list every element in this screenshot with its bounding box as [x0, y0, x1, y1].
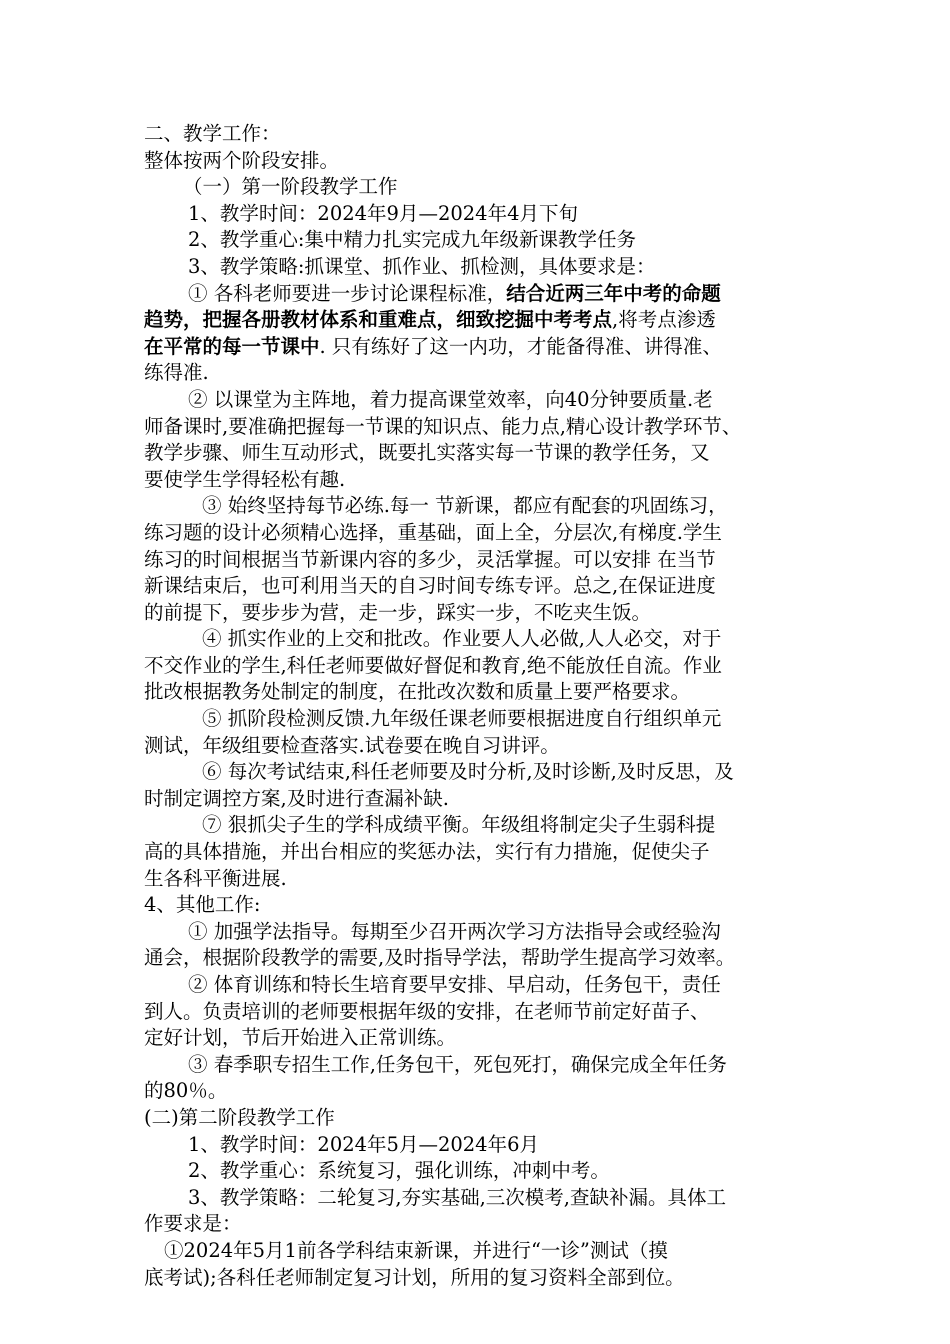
stage1-item7-line: 高的具体措施，并出台相应的奖惩办法，实行有力措施，促使尖子 — [144, 840, 710, 864]
stage2-strategy-line: 3、教学策略：二轮复习,夯实基础,三次模考,查缺补漏。具体工 — [188, 1185, 727, 1209]
other-item2-line: ② 体育训练和特长生培育要早安排、早启动，任务包干，责任 — [188, 973, 721, 996]
stage1-item6-line: ⑥ 每次考试结束,科任老师要及时分析,及时诊断,及时反思，及 — [202, 760, 734, 784]
stage2-item1-line: ①2024年5月1前各学科结束新课，并进行“一诊”测试（摸 — [164, 1238, 668, 1262]
other-item2-line: 定好计划，节后开始进入正常训练。 — [144, 1026, 457, 1050]
stage1-item4-line: 批改根据教务处制定的制度，在批改次数和质量上要严格要求。 — [144, 680, 691, 704]
stage2-item1-line: 底考试);各科任老师制定复习计划，所用的复习资料全部到位。 — [144, 1265, 685, 1289]
stage1-item1-line2 — [144, 307, 808, 334]
stage1-item6-line: 时制定调控方案,及时进行查漏补缺. — [144, 786, 449, 810]
stage1-item3-line: 练习的时间根据当节新课内容的多少，灵活掌握。可以安排 在当节 — [144, 547, 716, 571]
stage2-strategy-line: 作要求是： — [144, 1212, 242, 1236]
stage2-focus: 2、教学重心：系统复习，强化训练，冲刺中考。 — [188, 1159, 610, 1183]
other-item1-line: 通会，根据阶段教学的需要,及时指导学法，帮助学生提高学习效率。 — [144, 946, 736, 970]
section-heading: 二、教学工作： — [144, 122, 281, 145]
other-item2-line: 到人。负责培训的老师要根据年级的安排，在老师节前定好苗子、 — [144, 999, 710, 1023]
item1-emphasis: 结合近两三年中考的命题 — [506, 281, 721, 305]
stage1-item2-line: 教学步骤、师生互动形式，既要扎实落实每一节课的教学任务，又 — [144, 441, 710, 465]
stage1-item3-line: 练习题的设计必须精心选择，重基础，面上全，分层次,有梯度.学生 — [144, 520, 722, 544]
stage1-focus: 2、教学重心:集中精力扎实完成九年级新课教学任务 — [188, 228, 636, 252]
item1-emphasis: 在平常的每一节课中 — [144, 334, 320, 358]
stage1-item3-line: 的前提下，要步步为营，走一步，踩实一步，不吃夹生饭。 — [144, 600, 652, 624]
stage1-time: 1、教学时间：2024年9月—2024年4月下旬 — [188, 201, 578, 225]
stage1-item7-line: ⑦ 狠抓尖子生的学科成绩平衡。年级组将制定尖子生弱科提 — [202, 813, 716, 837]
item1-emphasis: 趋势，把握各册教材体系和重难点，细致挖掘中考考点 — [144, 308, 613, 332]
item1-text: . 只有练好了这一内功，才能备得准、讲得准、 — [319, 334, 722, 358]
stage1-item7-line: 生各科平衡进展. — [144, 866, 287, 890]
other-item3-line: 的80％。 — [144, 1079, 228, 1103]
stage1-title: （一）第一阶段教学工作 — [183, 175, 398, 199]
intro-text: 整体按两个阶段安排。 — [144, 148, 340, 172]
stage1-item1-line1 — [144, 281, 808, 308]
stage1-item2-line: 师备课时,要准确把握每一节课的知识点、能力点,精心设计教学环节、 — [144, 414, 742, 438]
stage1-item1-line3 — [144, 334, 808, 361]
stage1-item1-line4: 练得准. — [144, 361, 209, 385]
stage1-item3-line: ③ 始终坚持每节必练.每一 节新课，都应有配套的巩固练习， — [202, 494, 728, 518]
stage1-strategy: 3、教学策略:抓课堂、抓作业、抓检测，具体要求是： — [188, 254, 656, 278]
stage1-item5-line: ⑤ 抓阶段检测反馈.九年级任课老师要根据进度自行组织单元 — [202, 707, 722, 731]
other-item3-line: ③ 春季职专招生工作,任务包干，死包死打，确保完成全年任务 — [188, 1052, 727, 1076]
stage1-item2-line: 要使学生学得轻松有趣. — [144, 467, 346, 491]
stage1-item3-line: 新课结束后，也可利用当天的自习时间专练专评。总之,在保证进度 — [144, 574, 716, 598]
other-work-title: 4、其他工作: — [144, 893, 261, 917]
stage2-title: (二)第二阶段教学工作 — [144, 1105, 335, 1129]
other-item1-line: ① 加强学法指导。每期至少召开两次学习方法指导会或经验沟 — [188, 919, 721, 943]
item1-text: ,将考点渗透 — [612, 308, 716, 332]
document-page — [144, 121, 808, 1291]
stage1-item4-line: ④ 抓实作业的上交和批改。作业要人人必做,人人必交，对于 — [202, 627, 722, 651]
stage1-item2-line: ② 以课堂为主阵地，着力提高课堂效率，向40分钟要质量.老 — [188, 387, 713, 411]
item1-text: ① 各科老师要进一步讨论课程标准， — [188, 281, 507, 305]
stage1-item4-line: 不交作业的学生,科任老师要做好督促和教育,绝不能放任自流。作业 — [144, 653, 722, 677]
stage2-time: 1、教学时间：2024年5月—2024年6月 — [188, 1132, 539, 1156]
stage1-item5-line: 测试，年级组要检查落实.试卷要在晚自习讲评。 — [144, 733, 560, 757]
